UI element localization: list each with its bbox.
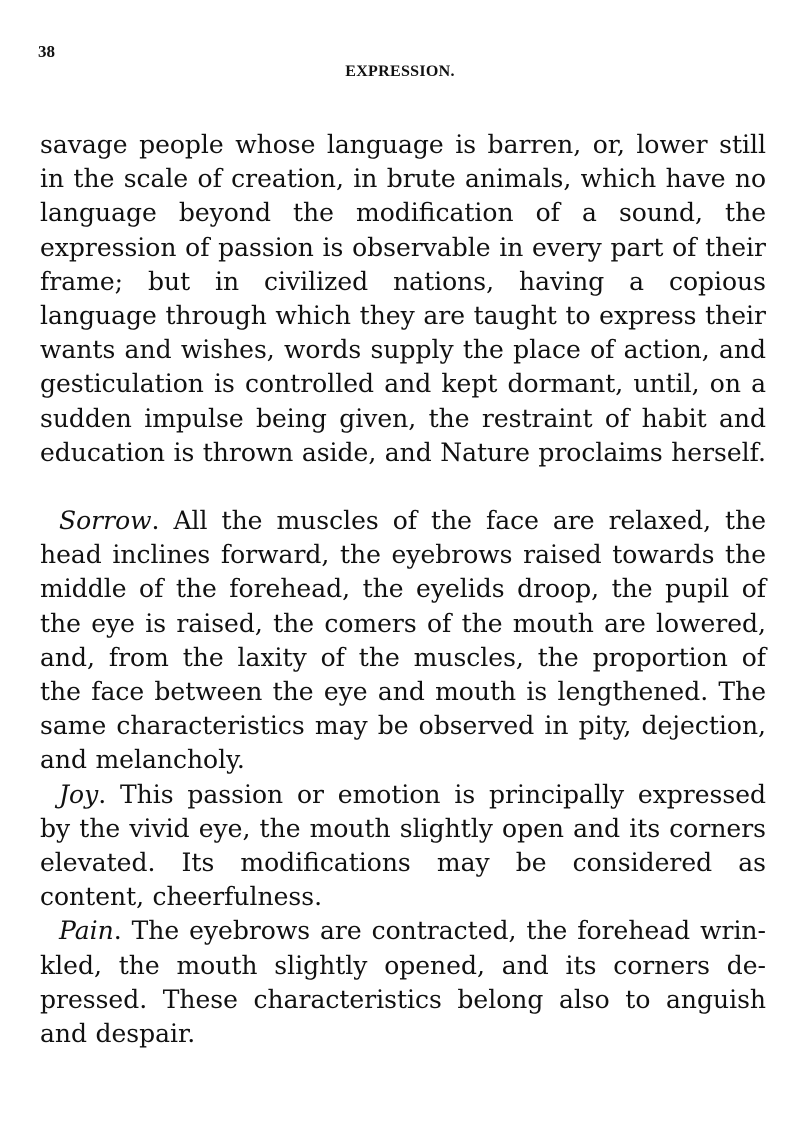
paragraph-intro: savage people whose language is barren, or, lower still in the scale of creation, in brute animals, which have no language beyond the modification of a sound, the expression of passion is observable in every part of their frame; but in civilized nations, having a copious language through which they are taught to express their wants and wishes, words supply the place of action, and gesticulation is controlled and kept dormant, until, on a sudden impulse being given, the restraint of habit and education is thrown aside, and Nature proclaims herself. [40,130,766,467]
paragraph-pain [40,914,766,1051]
paragraph-joy-text: . This passion or emotion is principally expressed by the vivid eye, the mouth slightly open and its corners elevated. Its modifications may be considered as content, cheerfulness. [40,779,766,912]
page-number: 38 [38,42,55,61]
term-pain: Pain [59,916,114,946]
paragraph-pain-text: . The eyebrows are contracted, the forehead wrinkled, the mouth slightly opened, and its corners depressed. These characteristics belong also to anguish and despair. [40,916,766,1049]
term-sorrow: Sorrow [59,506,152,536]
paragraph-joy [40,778,766,915]
paragraph-sorrow [40,504,766,778]
term-joy: Joy [59,779,99,809]
paragraph-sorrow-text: . All the muscles of the face are relaxed, the head inclines forward, the eyebrows raised towards the middle of the forehead, the eyelids droop, the pupil of the eye is raised, the comers of the mouth are lowered, and, from the laxity of the muscles, the proportion of the face between the eye and mouth is lengthened. The same characteristics may be observed in pity, dejection, and melancholy. [40,506,766,775]
body-text [40,128,766,1051]
running-head: EXPRESSION. [345,63,455,80]
